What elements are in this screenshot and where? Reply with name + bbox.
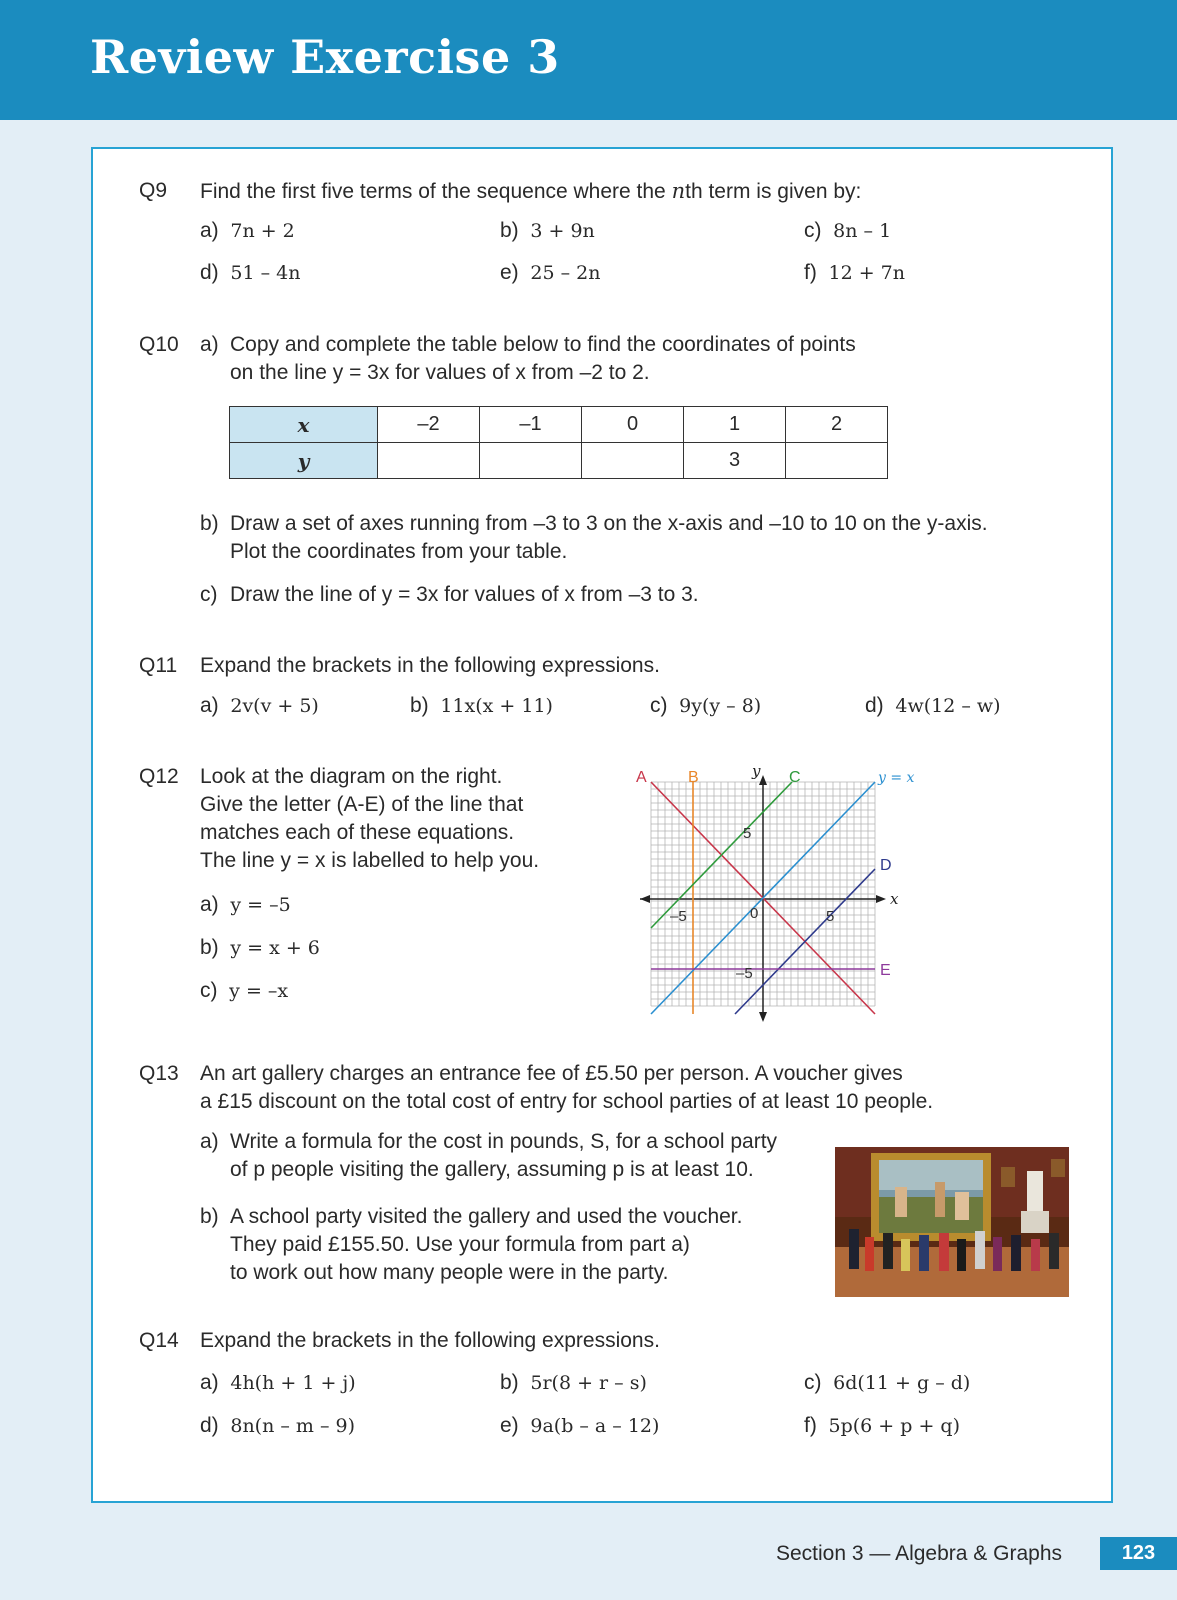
label-a: A <box>636 769 647 786</box>
table-cell: 0 <box>582 407 684 443</box>
table-header-x: x <box>230 407 378 443</box>
table-cell: –2 <box>378 407 480 443</box>
q14-part-a: a) 4h(h + 1 + j) <box>200 1371 356 1394</box>
q13-b-line2: They paid £155.50. Use your formula from part a) <box>230 1233 690 1256</box>
q14-number: Q14 <box>139 1329 179 1352</box>
q11-prompt: Expand the brackets in the following expressions. <box>200 654 660 677</box>
q10-b-line2: Plot the coordinates from your table. <box>230 540 568 563</box>
q12-line3: matches each of these equations. <box>200 821 515 844</box>
q9-part-a: a) 7n + 2 <box>200 219 295 242</box>
q14-part-e: e) 9a(b – a – 12) <box>500 1414 660 1437</box>
q12-part-a: a) y = –5 <box>200 893 291 916</box>
page-header <box>0 0 1177 120</box>
q13-b-line3: to work out how many people were in the party. <box>230 1261 669 1284</box>
table-cell <box>378 443 480 479</box>
q13-a-label: a) <box>200 1130 219 1153</box>
table-cell: 1 <box>684 407 786 443</box>
y-axis-label: y <box>752 762 761 780</box>
label-b: B <box>688 769 699 786</box>
q12-part-b: b) y = x + 6 <box>200 936 320 959</box>
table-cell <box>786 443 888 479</box>
coordinates-table <box>229 406 888 479</box>
q12-line2: Give the letter (A-E) of the line that <box>200 793 524 816</box>
label-y-equals-x: y = x <box>878 770 915 786</box>
label-c: C <box>789 769 801 786</box>
label-d: D <box>880 857 892 874</box>
tick-y-neg5: –5 <box>736 965 753 982</box>
x-axis-label: x <box>890 890 899 908</box>
q10-number: Q10 <box>139 333 179 356</box>
tick-origin: 0 <box>750 905 759 922</box>
q9-part-c: c) 8n – 1 <box>804 219 892 242</box>
q9-part-e: e) 25 – 2n <box>500 261 601 284</box>
q9-number: Q9 <box>139 179 168 202</box>
q10-c-line1: Draw the line of y = 3x for values of x from –3 to 3. <box>230 583 699 606</box>
page-number: 123 <box>1100 1537 1177 1570</box>
art-gallery-photo <box>835 1147 1069 1297</box>
table-cell: 3 <box>684 443 786 479</box>
q12-part-c: c) y = –x <box>200 979 289 1002</box>
q13-a-line2: of p people visiting the gallery, assuming p is at least 10. <box>230 1158 754 1181</box>
q13-a-line1: Write a formula for the cost in pounds, S, for a school party <box>230 1130 778 1153</box>
tick-x-neg5: –5 <box>670 908 687 925</box>
table-cell: 2 <box>786 407 888 443</box>
q11-part-c: c) 9y(y – 8) <box>650 694 762 717</box>
q10-a-label: a) <box>200 333 219 356</box>
q9-part-f: f) 12 + 7n <box>804 261 906 284</box>
q14-part-d: d) 8n(n – m – 9) <box>200 1414 356 1437</box>
q12-number: Q12 <box>139 765 179 788</box>
q13-b-label: b) <box>200 1205 219 1228</box>
q9-part-b: b) 3 + 9n <box>500 219 595 242</box>
table-cell <box>480 443 582 479</box>
table-cell: –1 <box>480 407 582 443</box>
table-header-y: y <box>230 443 378 479</box>
q9-part-d: d) 51 – 4n <box>200 261 301 284</box>
q10-b-label: b) <box>200 512 219 535</box>
q13-line1: An art gallery charges an entrance fee of £5.50 per person. A voucher gives <box>200 1062 903 1085</box>
q14-part-c: c) 6d(11 + g – d) <box>804 1371 971 1394</box>
table-row <box>230 443 888 479</box>
q10-c-label: c) <box>200 583 218 606</box>
q14-part-f: f) 5p(6 + p + q) <box>804 1414 960 1437</box>
q11-part-d: d) 4w(12 – w) <box>865 694 1001 717</box>
q13-b-line1: A school party visited the gallery and used the voucher. <box>230 1205 743 1228</box>
q10-a-line1: Copy and complete the table below to find the coordinates of points <box>230 333 856 356</box>
y-axis-down-arrow-icon <box>759 1012 767 1022</box>
page-title: Review Exercise 3 <box>90 30 560 84</box>
table-row <box>230 407 888 443</box>
q13-line2: a £15 discount on the total cost of entry for school parties of at least 10 people. <box>200 1090 934 1113</box>
tick-y-5: 5 <box>743 825 752 842</box>
label-e: E <box>880 962 891 979</box>
line-graph <box>630 760 915 1030</box>
q10-a-line2: on the line y = 3x for values of x from –2 to 2. <box>230 361 650 384</box>
q12-line1: Look at the diagram on the right. <box>200 765 503 788</box>
q10-b-line1: Draw a set of axes running from –3 to 3 on the x-axis and –10 to 10 on the y-axis. <box>230 512 988 535</box>
q13-number: Q13 <box>139 1062 179 1085</box>
q11-part-a: a) 2v(v + 5) <box>200 694 319 717</box>
q11-number: Q11 <box>139 654 178 677</box>
q14-part-b: b) 5r(8 + r – s) <box>500 1371 647 1394</box>
x-axis-right-arrow-icon <box>876 895 886 903</box>
x-axis-left-arrow-icon <box>640 895 650 903</box>
tick-x-5: 5 <box>826 908 835 925</box>
q14-prompt: Expand the brackets in the following expressions. <box>200 1329 660 1352</box>
table-cell <box>582 443 684 479</box>
q11-part-b: b) 11x(x + 11) <box>410 694 553 717</box>
footer-section-title: Section 3 — Algebra & Graphs <box>776 1542 1062 1565</box>
q12-line4: The line y = x is labelled to help you. <box>200 849 540 872</box>
q9-prompt: Find the first five terms of the sequence where the nth term is given by: <box>200 179 862 203</box>
